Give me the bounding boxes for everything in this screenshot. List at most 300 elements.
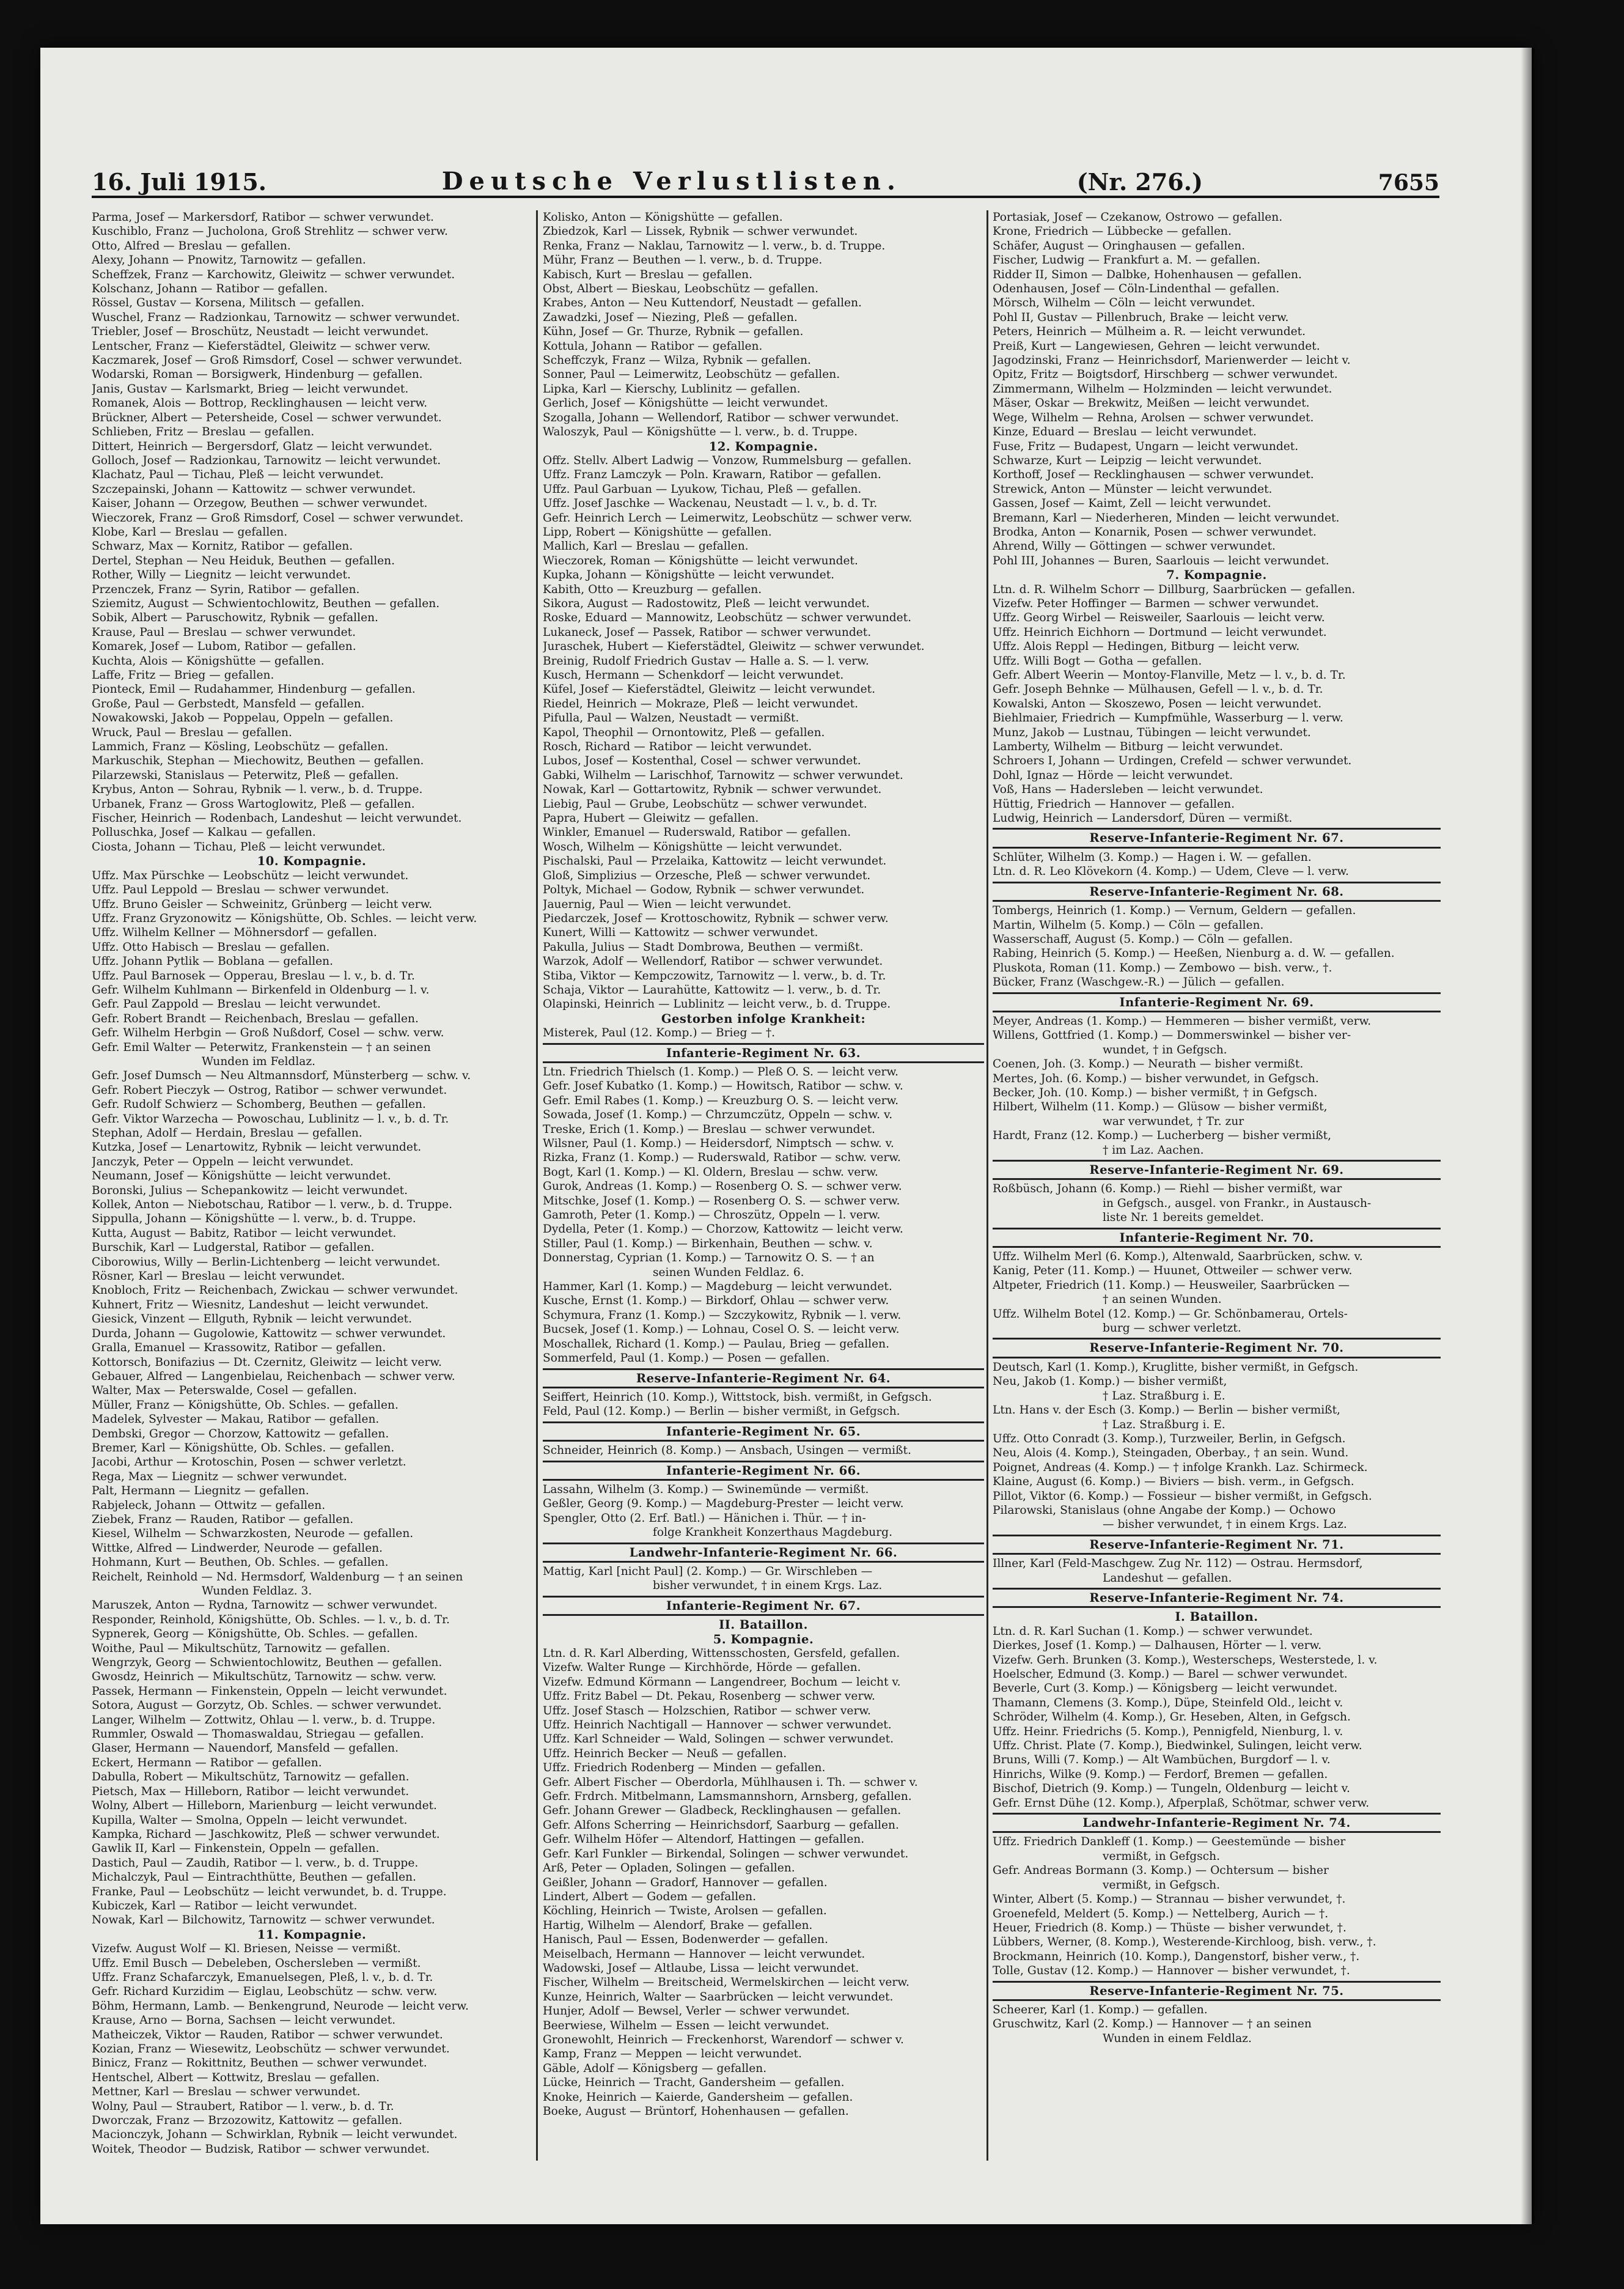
casualty-entry: Gefr. Alfons Scherring — Heinrichsdorf, Saarburg — gefallen. (543, 1818, 899, 1832)
casualty-entry: Klaine, August (6. Komp.) — Biviers — bish. verm., in Gefgsch. (993, 1475, 1354, 1489)
casualty-entry: Dierkes, Josef (1. Komp.) — Dalhausen, Hörter — l. verw. (993, 1639, 1322, 1653)
casualty-entry: Gefr. Paul Zappold — Breslau — leicht verwundet. (92, 998, 381, 1011)
section-heading: Reserve-Infanterie-Regiment Nr. 71. (993, 1535, 1441, 1555)
casualty-entry: Uffz. Wilhelm Merl (6. Komp.), Altenwald, Saarbrücken, schw. v. (993, 1250, 1363, 1264)
casualty-entry: Lukaneck, Josef — Passek, Ratibor — schwer verwundet. (543, 625, 872, 639)
casualty-entry: Mallich, Karl — Breslau — gefallen. (543, 540, 749, 553)
casualty-entry: Langer, Wilhelm — Zottwitz, Ohlau — l. verw., b. d. Truppe. (92, 1713, 436, 1727)
casualty-entry: Beerwiese, Wilhelm — Essen — leicht verwundet. (543, 2019, 829, 2032)
casualty-entry: Uffz. Josef Jaschke — Wackenau, Neustadt — l. v., b. d. Tr. (543, 497, 878, 511)
casualty-entry: Korthoff, Josef — Recklinghausen — schwer verwundet. (993, 468, 1314, 482)
casualty-entry: Sziemitz, August — Schwientochlowitz, Beuthen — gefallen. (92, 597, 440, 610)
casualty-entry: Riedel, Heinrich — Mokraze, Pleß — leicht verwundet. (543, 697, 859, 710)
casualty-entry: Polluschka, Josef — Kalkau — gefallen. (92, 826, 316, 839)
casualty-entry: Mörsch, Wilhelm — Cöln — leicht verwundet. (993, 297, 1255, 310)
casualty-entry: Klobe, Karl — Breslau — gefallen. (92, 525, 288, 539)
casualty-entry: Gawlik II, Karl — Finkenstein, Oppeln — gefallen. (92, 1842, 380, 1856)
casualty-entry: Ridder II, Simon — Dalbke, Hohenhausen — gefallen. (993, 268, 1302, 281)
casualty-entry: Kaiser, Johann — Orzegow, Beuthen — schwer verwundet. (92, 497, 428, 511)
casualty-entry: Gefr. Karl Funkler — Birkendal, Solingen — schwer verwundet. (543, 1847, 909, 1860)
casualty-entry: Ltn. d. R. Karl Suchan (1. Komp.) — schwer verwundet. (993, 1624, 1313, 1638)
casualty-entry: Vizefw. August Wolf — Kl. Briesen, Neisse — vermißt. (92, 1942, 401, 1956)
casualty-entry: Bischof, Dietrich (9. Komp.) — Tungeln, Oldenburg — leicht v. (993, 1782, 1350, 1796)
casualty-entry: Gerlich, Josef — Königshütte — leicht verwundet. (543, 397, 828, 410)
casualty-entry: Uffz. Wilhelm Botel (12. Komp.) — Gr. Schönbamerau, Ortels- (993, 1307, 1348, 1321)
casualty-entry: Hinrichs, Wilke (9. Komp.) — Ferdorf, Bremen — gefallen. (993, 1767, 1328, 1781)
casualty-entry: Kinze, Eduard — Breslau — leicht verwundet. (993, 426, 1257, 439)
casualty-entry: Uffz. Georg Wirbel — Reisweiler, Saarlouis — leicht verw. (993, 611, 1325, 625)
casualty-entry: Uffz. Josef Stasch — Holzschien, Ratibor — schwer verw. (543, 1704, 871, 1717)
casualty-entry: Woithe, Paul — Mikultschütz, Tarnowitz — gefallen. (92, 1642, 391, 1655)
casualty-entry: Bogt, Karl (1. Komp.) — Kl. Oldern, Breslau — schw. verw. (543, 1165, 878, 1179)
section-heading: Infanterie-Regiment Nr. 70. (993, 1228, 1441, 1248)
casualty-entry: Kiesel, Wilhelm — Schwarzkosten, Neurode — gefallen. (92, 1527, 414, 1541)
casualty-entry: Gefr. Emil Rabes (1. Komp.) — Kreuzburg O. S. — leicht verw. (543, 1094, 899, 1107)
casualty-entry: Gassen, Josef — Kaimt, Zell — leicht verwundet. (993, 497, 1271, 511)
section-heading: Landwehr-Infanterie-Regiment Nr. 66. (543, 1543, 984, 1563)
casualty-entry: Macionczyk, Johann — Schwirklan, Rybnik — leicht verwundet. (92, 2128, 458, 2142)
casualty-entry: Ltn. d. R. Leo Klövekorn (4. Komp.) — Udem, Cleve — l. verw. (993, 865, 1349, 879)
casualty-entry: Gefr. Wilhelm Kuhlmann — Birkenfeld in Oldenburg — l. v. (92, 983, 430, 997)
casualty-entry: Peters, Heinrich — Mülheim a. R. — leicht verwundet. (993, 325, 1306, 339)
casualty-entry: Preiß, Kurt — Langewiesen, Gehren — leicht verwundet. (993, 339, 1320, 353)
casualty-entry: burg — schwer verletzt. (1103, 1322, 1241, 1335)
section-heading: Infanterie-Regiment Nr. 69. (993, 992, 1441, 1012)
casualty-entry: Walter, Max — Peterswalde, Cosel — gefallen. (92, 1384, 357, 1398)
casualty-entry: Parma, Josef — Markersdorf, Ratibor — schwer verwundet. (92, 211, 434, 224)
casualty-entry: Wunden Feldlaz. 3. (202, 1585, 312, 1598)
casualty-entry: Roßbüsch, Johann (6. Komp.) — Riehl — bisher vermißt, war (993, 1182, 1342, 1196)
column-divider (987, 210, 988, 2161)
casualty-entry: Groenefeld, Meldert (5. Komp.) — Nettelberg, Aurich — †. (993, 1907, 1329, 1920)
casualty-entry: Wunden in einem Feldlaz. (1103, 2032, 1252, 2045)
casualty-entry: Kunert, Willi — Kattowitz — schwer verwundet. (543, 926, 818, 940)
casualty-entry: Wengrzyk, Georg — Schwientochlowitz, Beuthen — gefallen. (92, 1656, 443, 1670)
casualty-entry: Ciborowius, Willy — Berlin-Lichtenberg — leicht verwundet. (92, 1255, 441, 1269)
casualty-entry: Köchling, Heinrich — Twiste, Arolsen — gefallen. (543, 1904, 827, 1918)
casualty-entry: Lassahn, Wilhelm (3. Komp.) — Swinemünde — vermißt. (543, 1483, 869, 1496)
casualty-entry: Gefr. Viktor Warzecha — Powoschau, Lublinitz — l. v., b. d. Tr. (92, 1112, 449, 1126)
casualty-entry: Pillot, Viktor (6. Komp.) — Fossieur — bisher vermißt, in Gefgsch. (993, 1489, 1372, 1503)
casualty-entry: Uffz. Franz Schafarczyk, Emanuelsegen, Pleß, l. v., b. d. Tr. (92, 1970, 433, 1984)
casualty-entry: Knobloch, Fritz — Reichenbach, Zwickau — schwer verwundet. (92, 1284, 458, 1297)
casualty-entry: Landeshut — gefallen. (1103, 1571, 1232, 1585)
casualty-entry: Przenczek, Franz — Syrin, Ratibor — gefallen. (92, 583, 360, 596)
casualty-entry: Tombergs, Heinrich (1. Komp.) — Vernum, Geldern — gefallen. (993, 904, 1356, 918)
casualty-entry: Sikora, August — Radostowitz, Pleß — leicht verwundet. (543, 597, 870, 610)
casualty-entry: Krybus, Anton — Sohrau, Rybnik — l. verw., b. d. Truppe. (92, 783, 423, 797)
casualty-entry: Kupka, Johann — Königshütte — leicht verwundet. (543, 569, 835, 582)
casualty-entry: Lübbers, Werner, (8. Komp.), Westerende-Kirchloog, bish. verw., †. (993, 1936, 1376, 1949)
casualty-entry: Kolschanz, Johann — Ratibor — gefallen. (92, 282, 328, 296)
casualty-entry: Markuschik, Stephan — Miechowitz, Beuthen — gefallen. (92, 754, 424, 768)
casualty-entry: Pifulla, Paul — Walzen, Neustadt — vermißt. (543, 712, 799, 725)
column-left (92, 210, 532, 2167)
casualty-entry: Gefr. Frdrch. Mitbelmann, Lamsmannshorn, Arnsberg, gefallen. (543, 1790, 912, 1804)
casualty-entry: Gronewohlt, Heinrich — Freckenhorst, Warendorf — schwer v. (543, 2033, 904, 2046)
casualty-entry: Böhm, Hermann, Lamb. — Benkengrund, Neurode — leicht verw. (92, 1999, 469, 2013)
casualty-entry: Kottula, Johann — Ratibor — gefallen. (543, 339, 763, 353)
casualty-entry: Breinig, Rudolf Friedrich Gustav — Halle a. S. — l. verw. (543, 654, 869, 668)
casualty-entry: Rizka, Franz (1. Komp.) — Ruderswald, Ratibor — schw. verw. (543, 1151, 901, 1165)
casualty-entry: Hartig, Wilhelm — Alendorf, Brake — gefallen. (543, 1919, 813, 1932)
casualty-entry: Lindert, Albert — Godem — gefallen. (543, 1890, 757, 1903)
section-heading: Reserve-Infanterie-Regiment Nr. 70. (993, 1338, 1441, 1358)
casualty-entry: Kutta, August — Babitz, Ratibor — leicht verwundet. (92, 1226, 397, 1240)
casualty-entry: Reichelt, Reinhold — Nd. Hermsdorf, Waldenburg — † an seinen (92, 1570, 463, 1583)
casualty-entry: Liebig, Paul — Grube, Leobschütz — schwer verwundet. (543, 797, 867, 811)
casualty-entry: Ahrend, Willy — Göttingen — schwer verwundet. (993, 540, 1276, 553)
casualty-entry: Gruschwitz, Karl (2. Komp.) — Hannover — † an seinen (993, 2018, 1312, 2031)
casualty-entry: Uffz. Fritz Babel — Dt. Pekau, Rosenberg — schwer verw. (543, 1690, 875, 1703)
casualty-entry: Janczyk, Peter — Oppeln — leicht verwundet. (92, 1155, 354, 1168)
casualty-entry: Müller, Franz — Königshütte, Ob. Schles. — gefallen. (92, 1398, 399, 1412)
casualty-entry: Ltn. d. R. Karl Alberding, Wittensschosten, Gersfeld, gefallen. (543, 1647, 900, 1660)
casualty-entry: Stiba, Viktor — Kempczowitz, Tarnowitz — l. verw., b. d. Tr. (543, 969, 886, 982)
casualty-entry: Zawadzki, Josef — Niezing, Pleß — gefallen. (543, 311, 798, 324)
casualty-entry: Opitz, Fritz — Boigtsdorf, Hirschberg — schwer verwundet. (993, 368, 1338, 382)
casualty-entry: Fuse, Fritz — Budapest, Ungarn — leicht verwundet. (993, 440, 1299, 453)
casualty-entry: Gefr. Robert Pieczyk — Ostrog, Ratibor — schwer verwundet. (92, 1083, 447, 1097)
casualty-entry: Uffz. Karl Schneider — Wald, Solingen — schwer verwundet. (543, 1733, 894, 1746)
casualty-entry: Kamp, Franz — Meppen — leicht verwundet. (543, 2048, 802, 2061)
casualty-entry: Olapinski, Heinrich — Lublinitz — leicht verw., b. d. Truppe. (543, 998, 891, 1011)
casualty-entry: Schlieben, Fritz — Breslau — gefallen. (92, 426, 315, 439)
casualty-entry: Kabith, Otto — Kreuzburg — gefallen. (543, 583, 762, 596)
casualty-entry: Boronski, Julius — Schepankowitz — leicht verwundet. (92, 1184, 408, 1197)
casualty-entry: Odenhausen, Josef — Cöln-Lindenthal — gefallen. (993, 282, 1280, 296)
section-heading: Reserve-Infanterie-Regiment Nr. 75. (993, 1981, 1441, 2001)
section-heading: 10. Kompagnie. (257, 854, 367, 869)
casualty-entry: Dittert, Heinrich — Bergersdorf, Glatz — leicht verwundet. (92, 440, 433, 453)
casualty-entry: Schroers I, Johann — Urdingen, Crefeld — schwer verwundet. (993, 754, 1352, 768)
casualty-entry: Nowakowski, Jakob — Poppelau, Oppeln — gefallen. (92, 712, 394, 725)
casualty-entry: Uffz. Alois Reppl — Hedingen, Bitburg — leicht verw. (993, 640, 1300, 654)
casualty-entry: Zbiedzok, Karl — Lissek, Rybnik — schwer verwundet. (543, 225, 858, 238)
casualty-entry: Ltn. d. R. Wilhelm Schorr — Dillburg, Saarbrücken — gefallen. (993, 583, 1356, 596)
casualty-entry: Neumann, Josef — Königshütte — leicht verwundet. (92, 1170, 391, 1183)
casualty-entry: Geßler, Georg (9. Komp.) — Magdeburg-Prester — leicht verw. (543, 1497, 904, 1511)
page-header (92, 165, 1439, 198)
casualty-entry: Meyer, Andreas (1. Komp.) — Hemmeren — bisher vermißt, verw. (993, 1014, 1372, 1028)
casualty-entry: Triebler, Josef — Broschütz, Neustadt — leicht verwundet. (92, 325, 429, 339)
casualty-entry: Vizefw. Walter Runge — Kirchhörde, Hörde — gefallen. (543, 1661, 861, 1675)
header-page-number: 7655 (1378, 170, 1439, 196)
casualty-entry: Rössel, Gustav — Korsena, Militsch — gefallen. (92, 297, 365, 310)
section-heading: Infanterie-Regiment Nr. 65. (543, 1421, 984, 1442)
casualty-entry: Mäser, Oskar — Brekwitz, Meißen — leicht verwundet. (993, 397, 1310, 410)
casualty-entry: Schwarz, Max — Kornitz, Ratibor — gefallen. (92, 540, 353, 553)
casualty-entry: Schymura, Franz (1. Komp.) — Szczykowitz, Rybnik — l. verw. (543, 1308, 902, 1322)
casualty-entry: Kanig, Peter (11. Komp.) — Huunet, Ottweiler — schwer verw. (993, 1264, 1353, 1278)
casualty-entry: Ludwig, Heinrich — Landersdorf, Düren — vermißt. (993, 812, 1293, 825)
casualty-entry: Ciosta, Johann — Tichau, Pleß — leicht verwundet. (92, 840, 386, 853)
section-heading: 5. Kompagnie. (713, 1632, 814, 1646)
section-heading: Infanterie-Regiment Nr. 66. (543, 1461, 984, 1481)
casualty-entry: Hilbert, Wilhelm (11. Komp.) — Glüsow — bisher vermißt, (993, 1100, 1328, 1114)
casualty-entry: Wolny, Paul — Straubert, Ratibor — l. verw., b. d. Tr. (92, 2099, 394, 2113)
casualty-entry: Fischer, Wilhelm — Breitscheid, Wermelskirchen — leicht verw. (543, 1976, 909, 1989)
casualty-entry: Hardt, Franz (12. Komp.) — Lucherberg — bisher vermißt, (993, 1129, 1332, 1143)
casualty-entry: Gefr. Emil Walter — Peterwitz, Frankenstein — † an seinen (92, 1041, 431, 1054)
casualty-entry: Misterek, Paul (12. Komp.) — Brieg — †. (543, 1027, 776, 1040)
casualty-entry: Kolisko, Anton — Königshütte — gefallen. (543, 211, 783, 224)
casualty-entry: Hohmann, Kurt — Beuthen, Ob. Schles. — gefallen. (92, 1556, 389, 1569)
casualty-entry: Stephan, Adolf — Herdain, Breslau — gefallen. (92, 1127, 362, 1140)
casualty-entry: Responder, Reinhold, Königshütte, Ob. Schles. — l. v., b. d. Tr. (92, 1613, 450, 1626)
casualty-entry: Uffz. Franz Lamczyk — Poln. Krawarn, Ratibor — gefallen. (543, 468, 881, 482)
casualty-entry: Jagodzinski, Franz — Heinrichsdorf, Marienwerder — leicht v. (993, 354, 1351, 367)
casualty-entry: Vizefw. Edmund Körmann — Langendreer, Bochum — leicht v. (543, 1675, 901, 1689)
casualty-entry: Gefr. Andreas Bormann (3. Komp.) — Ochtersum — bisher (993, 1864, 1329, 1878)
casualty-entry: Uffz. Johann Pytlik — Boblana — gefallen. (92, 955, 334, 968)
casualty-entry: † im Laz. Aachen. (1103, 1143, 1204, 1157)
section-heading: Landwehr-Infanterie-Regiment Nr. 74. (993, 1813, 1441, 1833)
casualty-entry: Pischalski, Paul — Przelaika, Kattowitz — leicht verwundet. (543, 855, 887, 868)
casualty-entry: Bucsek, Josef (1. Komp.) — Lohnau, Cosel O. S. — leicht verw. (543, 1323, 900, 1336)
casualty-entry: Pohl III, Johannes — Buren, Saarlouis — leicht verwundet. (993, 554, 1329, 567)
casualty-entry: Lammich, Franz — Kösling, Leobschütz — gefallen. (92, 740, 389, 754)
casualty-entry: Kusche, Ernst (1. Komp.) — Birkdorf, Ohlau — schwer verw. (543, 1294, 889, 1308)
casualty-entry: Uffz. Friedrich Dankleff (1. Komp.) — Geestemünde — bisher (993, 1835, 1346, 1849)
casualty-entry: Mattig, Karl [nicht Paul] (2. Komp.) — Gr. Wirschleben — (543, 1565, 873, 1578)
casualty-entry: Bücker, Franz (Waschgew.-R.) — Jülich — gefallen. (993, 976, 1285, 989)
casualty-entry: Janis, Gustav — Karlsmarkt, Brieg — leicht verwundet. (92, 382, 409, 396)
casualty-entry: Uffz. Heinr. Friedrichs (5. Komp.), Pennigfeld, Nienburg, l. v. (993, 1725, 1343, 1738)
casualty-entry: Uffz. Franz Gryzonowitz — Königshütte, Ob. Schles. — leicht verw. (92, 912, 477, 925)
casualty-entry: Sypnerek, Georg — Königshütte, Ob. Schles. — gefallen. (92, 1627, 418, 1641)
casualty-entry: Gwosdz, Heinrich — Mikultschütz, Tarnowitz — schw. verw. (92, 1670, 436, 1684)
casualty-entry: Uffz. Max Pürschke — Leobschütz — leicht verwundet. (92, 869, 409, 882)
casualty-entry: † Laz. Straßburg i. E. (1103, 1418, 1225, 1431)
casualty-entry: Bruns, Willi (7. Komp.) — Alt Wambüchen, Burgdorf — l. v. (993, 1753, 1331, 1767)
casualty-entry: Krabes, Anton — Neu Kuttendorf, Neustadt — gefallen. (543, 297, 862, 310)
casualty-entry: Kusch, Hermann — Schenkdorf — leicht verwundet. (543, 669, 844, 682)
casualty-entry: Brodka, Anton — Konarnik, Posen — schwer verwundet. (993, 525, 1317, 539)
casualty-entry: Waloszyk, Paul — Königshütte — l. verw., b. d. Truppe. (543, 426, 858, 439)
casualty-entry: Uffz. Heinrich Eichhorn — Dortmund — leicht verwundet. (993, 625, 1327, 639)
casualty-entry: Becker, Joh. (10. Komp.) — bisher vermißt, † in Gefgsch. (993, 1086, 1318, 1099)
casualty-entry: Hunjer, Adolf — Bewsel, Verler — schwer verwundet. (543, 2005, 850, 2018)
casualty-entry: Strewick, Anton — Münster — leicht verwundet. (993, 482, 1273, 496)
section-heading: I. Bataillon. (1175, 1610, 1258, 1624)
casualty-entry: Gefr. Johann Grewer — Gladbeck, Recklinghausen — gefallen. (543, 1804, 902, 1818)
casualty-entry: Dydella, Peter (1. Komp.) — Chorzow, Kattowitz — leicht verw. (543, 1223, 903, 1236)
casualty-entry: Arß, Peter — Opladen, Solingen — gefallen. (543, 1862, 795, 1875)
casualty-entry: Juraschek, Hubert — Kieferstädtel, Gleiwitz — schwer verwundet. (543, 640, 925, 654)
casualty-entry: Gebauer, Alfred — Langenbielau, Reichenbach — schwer verw. (92, 1369, 455, 1383)
casualty-entry: Nowak, Karl — Bilchowitz, Tarnowitz — schwer verwundet. (92, 1914, 435, 1927)
casualty-entry: Dabulla, Robert — Mikultschütz, Tarnowitz — gefallen. (92, 1771, 410, 1784)
casualty-entry: Illner, Karl (Feld-Maschgew. Zug Nr. 112) — Ostrau. Hermsdorf, (993, 1557, 1363, 1571)
casualty-entry: Kozian, Franz — Wiesewitz, Leobschütz — schwer verwundet. (92, 2043, 450, 2055)
section-heading: Infanterie-Regiment Nr. 63. (543, 1043, 984, 1063)
casualty-entry: Pakulla, Julius — Stadt Dombrowa, Beuthen — vermißt. (543, 940, 864, 954)
casualty-entry: Rabing, Heinrich (5. Komp.) — Heeßen, Nienburg a. d. W. — gefallen. (993, 947, 1395, 960)
casualty-entry: Papra, Hubert — Gleiwitz — gefallen. (543, 812, 759, 825)
casualty-entry: Bremann, Karl — Niederheren, Minden — leicht verwundet. (993, 511, 1340, 525)
casualty-entry: Vizefw. Peter Hoffinger — Barmen — schwer verwundet. (993, 597, 1319, 610)
casualty-entry: Kaczmarek, Josef — Groß Rimsdorf, Cosel — schwer verwundet. (92, 354, 463, 367)
casualty-entry: Kunze, Heinrich, Walter — Saarbrücken — leicht verwundet. (543, 1990, 894, 2003)
casualty-entry: Binicz, Franz — Rokittnitz, Beuthen — schwer verwundet. (92, 2057, 427, 2070)
casualty-entry: Renka, Franz — Naklau, Tarnowitz — l. verw., b. d. Truppe. (543, 239, 886, 252)
casualty-entry: Lamberty, Wilhelm — Bitburg — leicht verwundet. (993, 740, 1284, 754)
casualty-entry: Treske, Erich (1. Komp.) — Breslau — schwer verwundet. (543, 1122, 875, 1136)
casualty-entry: Uffz. Otto Habisch — Breslau — gefallen. (92, 940, 330, 954)
casualty-entry: Szczepainski, Johann — Kattowitz — schwer verwundet. (92, 482, 416, 496)
column-right (993, 210, 1441, 2167)
casualty-entry: Kühn, Josef — Gr. Thurze, Rybnik — gefallen. (543, 325, 804, 339)
casualty-entry: Pilarzewski, Stanislaus — Peterwitz, Pleß — gefallen. (92, 769, 399, 782)
casualty-entry: Schäfer, August — Oringhausen — gefallen. (993, 239, 1246, 252)
casualty-entry: Zimmermann, Wilhelm — Holzminden — leicht verwundet. (993, 382, 1332, 396)
section-heading: II. Bataillon. (719, 1618, 808, 1632)
casualty-entry: Woitek, Theodor — Budzisk, Ratibor — schwer verwundet. (92, 2142, 430, 2156)
casualty-entry: † an seinen Wunden. (1103, 1293, 1222, 1307)
section-heading: 7. Kompagnie. (1166, 568, 1267, 583)
casualty-entry: Küfel, Josef — Kieferstädtel, Gleiwitz — leicht verwundet. (543, 683, 875, 696)
casualty-entry: Uffz. Paul Barnosek — Opperau, Breslau — l. v., b. d. Tr. (92, 969, 415, 982)
casualty-entry: Kutzka, Josef — Lenartowitz, Rybnik — leicht verwundet. (92, 1141, 422, 1154)
casualty-entry: Burschik, Karl — Ludgerstal, Ratibor — gefallen. (92, 1241, 375, 1255)
casualty-entry: Biehlmaier, Friedrich — Kumpfmühle, Wasserburg — l. verw. (993, 712, 1343, 725)
casualty-entry: Kupilla, Walter — Smolna, Oppeln — leicht verwundet. (92, 1813, 408, 1827)
casualty-entry: Dembski, Gregor — Chorzow, Kattowitz — gefallen. (92, 1427, 389, 1440)
casualty-entry: Poltyk, Michael — Godow, Rybnik — schwer verwundet. (543, 883, 865, 897)
casualty-entry: Kabisch, Kurt — Breslau — gefallen. (543, 268, 752, 281)
casualty-entry: liste Nr. 1 bereits gemeldet. (1103, 1211, 1264, 1225)
casualty-entry: Gabki, Wilhelm — Larischhof, Tarnowitz — schwer verwundet. (543, 769, 903, 782)
casualty-entry: Uffz. Wilhelm Kellner — Möhnersdorf — gefallen. (92, 926, 377, 940)
casualty-entry: Hanisch, Paul — Essen, Bodenwerder — gefallen. (543, 1933, 828, 1947)
casualty-entry: Gralla, Emanuel — Krassowitz, Ratibor — gefallen. (92, 1341, 386, 1355)
casualty-entry: Passek, Hermann — Finkenstein, Oppeln — leicht verwundet. (92, 1684, 447, 1698)
casualty-entry: Otto, Alfred — Breslau — gefallen. (92, 239, 291, 252)
casualty-entry: Wilsner, Paul (1. Komp.) — Heidersdorf, Nimptsch — schw. v. (543, 1137, 894, 1150)
header-issue: (Nr. 276.) (1076, 168, 1203, 196)
casualty-entry: Gefr. Wilhelm Höfer — Altendorf, Hattingen — gefallen. (543, 1833, 865, 1846)
casualty-entry: Dworczak, Franz — Brzozowitz, Kattowitz — gefallen. (92, 2114, 403, 2128)
casualty-entry: Uffz. Paul Leppold — Breslau — schwer verwundet. (92, 883, 389, 897)
casualty-entry: Portasiak, Josef — Czekanow, Ostrowo — gefallen. (993, 211, 1283, 224)
casualty-entry: Wege, Wilhelm — Rehna, Arolsen — schwer verwundet. (993, 411, 1314, 424)
casualty-entry: Willens, Gottfried (1. Komp.) — Dommerswinkel — bisher ver- (993, 1029, 1351, 1042)
casualty-entry: Gamroth, Peter (1. Komp.) — Chroszütz, Oppeln — l. verw. (543, 1209, 881, 1222)
casualty-entry: Moschallek, Richard (1. Komp.) — Paulau, Brieg — gefallen. (543, 1337, 889, 1351)
casualty-entry: Dohl, Ignaz — Hörde — leicht verwundet. (993, 769, 1233, 782)
casualty-entry: Poignet, Andreas (4. Komp.) — † infolge Krankh. Laz. Schirmeck. (993, 1461, 1368, 1474)
casualty-entry: Gefr. Rudolf Schwierz — Schomberg, Beuthen — gefallen. (92, 1098, 426, 1111)
casualty-entry: Lipp, Robert — Königshütte — gefallen. (543, 525, 772, 539)
casualty-entry: Gefr. Joseph Behnke — Mülhausen, Gefell — l. v., b. d. Tr. (993, 683, 1323, 696)
casualty-entry: Tolle, Gustav (12. Komp.) — Hannover — bisher verwundet, †. (993, 1964, 1350, 1978)
casualty-entry: Seiffert, Heinrich (10. Komp.), Wittstock, bish. vermißt, in Gefgsch. (543, 1390, 932, 1404)
casualty-entry: Deutsch, Karl (1. Komp.), Kruglitte, bisher vermißt, in Gefgsch. (993, 1360, 1359, 1374)
section-heading: Reserve-Infanterie-Regiment Nr. 64. (543, 1368, 984, 1388)
casualty-entry: Boeke, August — Brüntorf, Hohenhausen — gefallen. (543, 2105, 849, 2118)
casualty-entry: wundet, † in Gefgsch. (1103, 1043, 1227, 1056)
casualty-entry: Wadowski, Josef — Altlaube, Lissa — leicht verwundet. (543, 1961, 859, 1975)
casualty-entry: Wieczorek, Franz — Groß Rimsdorf, Cosel — schwer verwundet. (92, 511, 464, 525)
section-heading: Reserve-Infanterie-Regiment Nr. 74. (993, 1588, 1441, 1608)
casualty-entry: Pluskota, Roman (11. Komp.) — Zembowo — bish. verw., †. (993, 961, 1332, 975)
casualty-entry: Pionteck, Emil — Rudahammer, Hindenburg — gefallen. (92, 683, 416, 696)
casualty-entry: Rummler, Oswald — Thomaswaldau, Striegau — gefallen. (92, 1728, 424, 1741)
casualty-entry: war verwundet, † Tr. zur (1103, 1115, 1244, 1128)
casualty-entry: Uffz. Emil Busch — Debeleben, Oschersleben — vermißt. (92, 1956, 421, 1970)
casualty-entry: Rabjeleck, Johann — Ottwitz — gefallen. (92, 1498, 326, 1512)
casualty-entry: Bremer, Karl — Königshütte, Ob. Schles. — gefallen. (92, 1441, 395, 1454)
casualty-entry: Hüttig, Friedrich — Hannover — gefallen. (993, 797, 1235, 811)
casualty-entry: Kuhnert, Fritz — Wiesnitz, Landeshut — leicht verwundet. (92, 1298, 429, 1311)
casualty-entry: Scheerer, Karl (1. Komp.) — gefallen. (993, 2003, 1208, 2016)
casualty-entry: Lubos, Josef — Kostenthal, Cosel — schwer verwundet. (543, 754, 861, 768)
casualty-entry: Gurok, Andreas (1. Komp.) — Rosenberg O. S. — schwer verw. (543, 1180, 902, 1193)
casualty-entry: Gefr. Heinrich Lerch — Leimerwitz, Leobschütz — schwer verw. (543, 511, 913, 525)
casualty-entry: Schröder, Wilhelm (4. Komp.), Gr. Heseben, Alten, in Gefgsch. (993, 1711, 1351, 1724)
casualty-entry: Neu, Jakob (1. Komp.) — bisher vermißt, (993, 1375, 1227, 1388)
casualty-entry: Gäble, Adolf — Königsberg — gefallen. (543, 2062, 767, 2075)
casualty-entry: Knoke, Heinrich — Kaierde, Gandersheim — gefallen. (543, 2090, 853, 2104)
casualty-entry: Sobik, Albert — Paruschowitz, Rybnik — gefallen. (92, 611, 378, 625)
casualty-entry: — bisher verwundet, † in einem Krgs. Laz. (1103, 1518, 1347, 1532)
casualty-entry: Sonner, Paul — Leimerwitz, Leobschütz — gefallen. (543, 368, 840, 382)
casualty-entry: Gefr. Josef Dumsch — Neu Altmannsdorf, Münsterberg — schw. v. (92, 1069, 471, 1083)
casualty-entry: Sotora, August — Gorzytz, Ob. Schles. — schwer verwundet. (92, 1699, 442, 1712)
casualty-entry: Voß, Hans — Hadersleben — leicht verwundet. (993, 783, 1263, 797)
casualty-entry: Krause, Arno — Borna, Sachsen — leicht verwundet. (92, 2014, 396, 2027)
casualty-entry: Roske, Eduard — Mannowitz, Leobschütz — schwer verwundet. (543, 611, 912, 625)
casualty-entry: Brückner, Albert — Petersheide, Cosel — schwer verwundet. (92, 411, 442, 424)
column-middle (543, 210, 984, 2167)
casualty-entry: Kapol, Theophil — Ornontowitz, Pleß — gefallen. (543, 726, 825, 739)
casualty-entry: Kuschiblo, Franz — Jucholona, Groß Strehlitz — schwer verw. (92, 225, 448, 238)
casualty-entry: Uffz. Christ. Plate (7. Komp.), Biedwinkel, Sulingen, leicht verw. (993, 1739, 1362, 1753)
section-heading: Reserve-Infanterie-Regiment Nr. 68. (993, 882, 1441, 902)
casualty-entry: Coenen, Joh. (3. Komp.) — Neurath — bisher vermißt. (993, 1058, 1304, 1071)
casualty-entry: Schaja, Viktor — Laurahütte, Kattowitz — l. verw., b. d. Tr. (543, 983, 881, 997)
casualty-entry: Wunden im Feldlaz. (202, 1055, 316, 1068)
casualty-entry: Palt, Hermann — Liegnitz — gefallen. (92, 1484, 309, 1498)
casualty-entry: Geißler, Johann — Gradorf, Hannover — gefallen. (543, 1876, 828, 1889)
casualty-entry: Thamann, Clemens (3. Komp.), Düpe, Steinfeld Old., leicht v. (993, 1696, 1343, 1709)
casualty-entry: Hammer, Karl (1. Komp.) — Magdeburg — leicht verwundet. (543, 1280, 892, 1294)
casualty-entry: Meiselbach, Hermann — Hannover — leicht verwundet. (543, 1947, 865, 1961)
casualty-entry: Wolny, Albert — Hilleborn, Marienburg — leicht verwundet. (92, 1799, 437, 1813)
casualty-entry: Rother, Willy — Liegnitz — leicht verwundet. (92, 569, 351, 582)
casualty-entry: Stiller, Paul (1. Komp.) — Birkenhain, Beuthen — schw. v. (543, 1237, 873, 1250)
casualty-entry: Beverle, Curt (3. Komp.) — Königsberg — leicht verwundet. (993, 1682, 1338, 1695)
casualty-entry: Eckert, Hermann — Ratibor — gefallen. (92, 1756, 322, 1769)
casualty-entry: Rosch, Richard — Ratibor — leicht verwundet. (543, 740, 812, 754)
casualty-entry: Mertes, Joh. (6. Komp.) — bisher verwundet, in Gefgsch. (993, 1072, 1319, 1085)
casualty-entry: Ziebek, Franz — Rauden, Ratibor — gefallen. (92, 1513, 354, 1526)
casualty-entry: Jacobi, Arthur — Krotoschin, Posen — schwer verletzt. (92, 1456, 406, 1469)
casualty-entry: Pietsch, Max — Hilleborn, Ratibor — leicht verwundet. (92, 1785, 410, 1798)
casualty-entry: Dastich, Paul — Zaudih, Ratibor — l. verw., b. d. Truppe. (92, 1856, 419, 1870)
casualty-entry: Gefr. Albert Fischer — Oberdorla, Mühlhausen i. Th. — schwer v. (543, 1775, 918, 1789)
casualty-entry: Rösner, Karl — Breslau — leicht verwundet. (92, 1270, 345, 1283)
casualty-entry: Uffz. Otto Conradt (3. Komp.), Turzweiler, Berlin, in Gefgsch. (993, 1432, 1346, 1445)
casualty-entry: Obst, Albert — Bieskau, Leobschütz — gefallen. (543, 282, 819, 296)
casualty-entry: Kubiczek, Karl — Ratibor — leicht verwundet. (92, 1899, 358, 1912)
casualty-entry: Wittke, Alfred — Lindwerder, Neurode — gefallen. (92, 1541, 383, 1555)
casualty-entry: Sowada, Josef (1. Komp.) — Chrzumczütz, Oppeln — schw. v. (543, 1108, 893, 1122)
casualty-entry: Lücke, Heinrich — Tracht, Gandersheim — gefallen. (543, 2076, 845, 2090)
casualty-entry: Gefr. Ernst Dühe (12. Komp.), Afperplaß, Schötmar, schwer verw. (993, 1796, 1370, 1810)
header-date: 16. Juli 1915. (92, 168, 267, 196)
